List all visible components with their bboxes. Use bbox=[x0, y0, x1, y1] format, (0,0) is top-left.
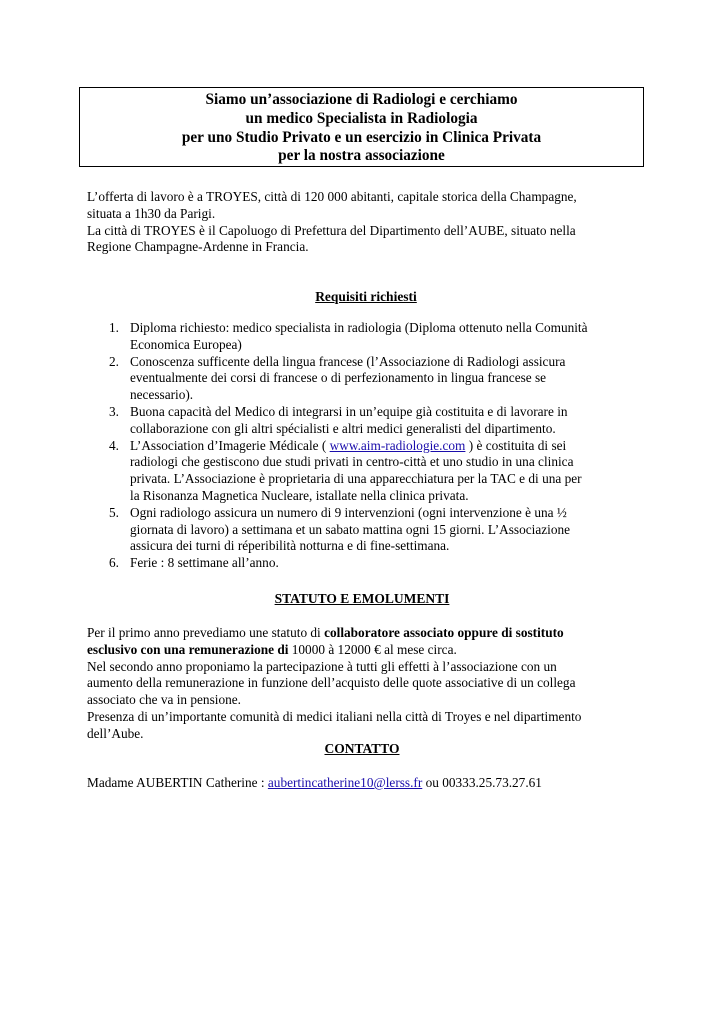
item-number: 4. bbox=[109, 437, 119, 453]
aim-website-link[interactable]: www.aim-radiologie.com bbox=[329, 437, 466, 453]
item-line: Ferie : 8 settimane all’anno. bbox=[130, 555, 279, 571]
item-line: eventualmente dei corsi di francese o di perfezionamento in lingua francese se bbox=[130, 370, 547, 386]
item-line: necessario). bbox=[130, 387, 194, 403]
contact-email-link[interactable]: aubertincatherine10@lerss.fr bbox=[267, 775, 423, 790]
requirements-heading: Requisiti richiesti bbox=[315, 289, 417, 304]
intro-line: L’offerta di lavoro è a TROYES, città di 120 000 abitanti, capitale storica della Champagne, bbox=[87, 189, 577, 204]
list-item bbox=[87, 404, 647, 438]
item-number: 2. bbox=[109, 353, 119, 369]
list-item bbox=[87, 438, 647, 505]
item-text: ) è costituita di sei bbox=[465, 437, 567, 453]
item-number: 5. bbox=[109, 504, 119, 520]
statuto-line bbox=[87, 625, 647, 642]
list-item bbox=[87, 555, 647, 572]
statuto-line: aumento della remunerazione in funzione dell’acquisto delle quote associative di un collega bbox=[87, 675, 576, 691]
title-line: per la nostra associazione bbox=[278, 147, 445, 165]
list-item bbox=[87, 354, 647, 404]
contact-phone: ou 00333.25.73.27.61 bbox=[422, 775, 542, 790]
item-line: radiologi che gestiscono due studi privati in centro-città et uno studio in una clinica bbox=[130, 454, 574, 470]
contact-heading: CONTATTO bbox=[324, 741, 400, 756]
item-line: collaborazione con gli altri spécialisti e altri medici generalisti del dipartimento. bbox=[130, 420, 556, 436]
item-line: assicura dei turni di réperibilità notturna e di fine-settimana. bbox=[130, 538, 450, 554]
contact-line bbox=[87, 775, 647, 792]
statuto-text: 10000 à 12000 € al mese circa. bbox=[288, 641, 457, 657]
item-line: la Risonanza Magnetica Nucleare, istallate nella clinica privata. bbox=[130, 487, 469, 503]
item-line: Diploma richiesto: medico specialista in radiologia (Diploma ottenuto nella Comunità bbox=[130, 320, 588, 335]
statuto-line: Nel secondo anno proponiamo la partecipazione à tutti gli effetti à l’associazione con un bbox=[87, 658, 557, 674]
title-line: un medico Specialista in Radiologia bbox=[245, 109, 478, 127]
title-line: Siamo un’associazione di Radiologi e cerchiamo bbox=[205, 91, 518, 108]
item-text: L’Association d’Imagerie Médicale ( bbox=[130, 437, 330, 453]
statuto-line: associato che va in pensione. bbox=[87, 692, 241, 708]
list-item bbox=[87, 320, 647, 354]
item-line bbox=[130, 438, 647, 455]
requirements-list bbox=[87, 320, 647, 572]
item-number: 1. bbox=[109, 320, 119, 335]
intro-paragraph bbox=[87, 189, 647, 256]
statuto-line: Presenza di un’importante comunità di medici italiani nella città di Troyes e nel dipartimento bbox=[87, 708, 582, 724]
item-line: privata. L’Associazione è proprietaria di una apparecchiatura per la TAC e di una per bbox=[130, 471, 582, 487]
statuto-text: Per il primo anno prevediamo une statuto di bbox=[87, 625, 325, 640]
statuto-line: dell’Aube. bbox=[87, 725, 144, 741]
intro-line: La città di TROYES è il Capoluogo di Prefettura del Dipartimento dell’AUBE, situato nella bbox=[87, 222, 576, 238]
list-item bbox=[87, 505, 647, 555]
item-line: giornata di lavoro) a settimana et un sabato mattina ogni 15 giorni. L’Associazione bbox=[130, 521, 571, 537]
contact-name: Madame AUBERTIN Catherine : bbox=[87, 775, 268, 790]
title-line: per uno Studio Privato e un esercizio in Clinica Privata bbox=[181, 128, 542, 146]
item-line: Ogni radiologo assicura un numero di 9 intervenzioni (ogni intervenzione è una ½ bbox=[130, 504, 567, 520]
item-number: 6. bbox=[109, 555, 119, 571]
item-number: 3. bbox=[109, 403, 119, 419]
statuto-line bbox=[87, 642, 647, 659]
intro-line: Regione Champagne-Ardenne in Francia. bbox=[87, 239, 309, 255]
title-box bbox=[79, 87, 644, 167]
item-line: Economica Europea) bbox=[130, 336, 242, 352]
statuto-paragraph bbox=[87, 625, 647, 743]
statuto-bold-text: collaboratore associato oppure di sostituto bbox=[324, 625, 564, 640]
intro-line: situata a 1h30 da Parigi. bbox=[87, 205, 216, 221]
item-line: Buona capacità del Medico di integrarsi in un’equipe già costituita e di lavorare in bbox=[130, 403, 568, 419]
item-line: Conoscenza sufficente della lingua francese (l’Associazione di Radiologi assicura bbox=[130, 353, 566, 369]
statuto-heading: STATUTO E EMOLUMENTI bbox=[274, 591, 450, 606]
statuto-bold-text: esclusivo con una remunerazione di bbox=[87, 641, 289, 657]
